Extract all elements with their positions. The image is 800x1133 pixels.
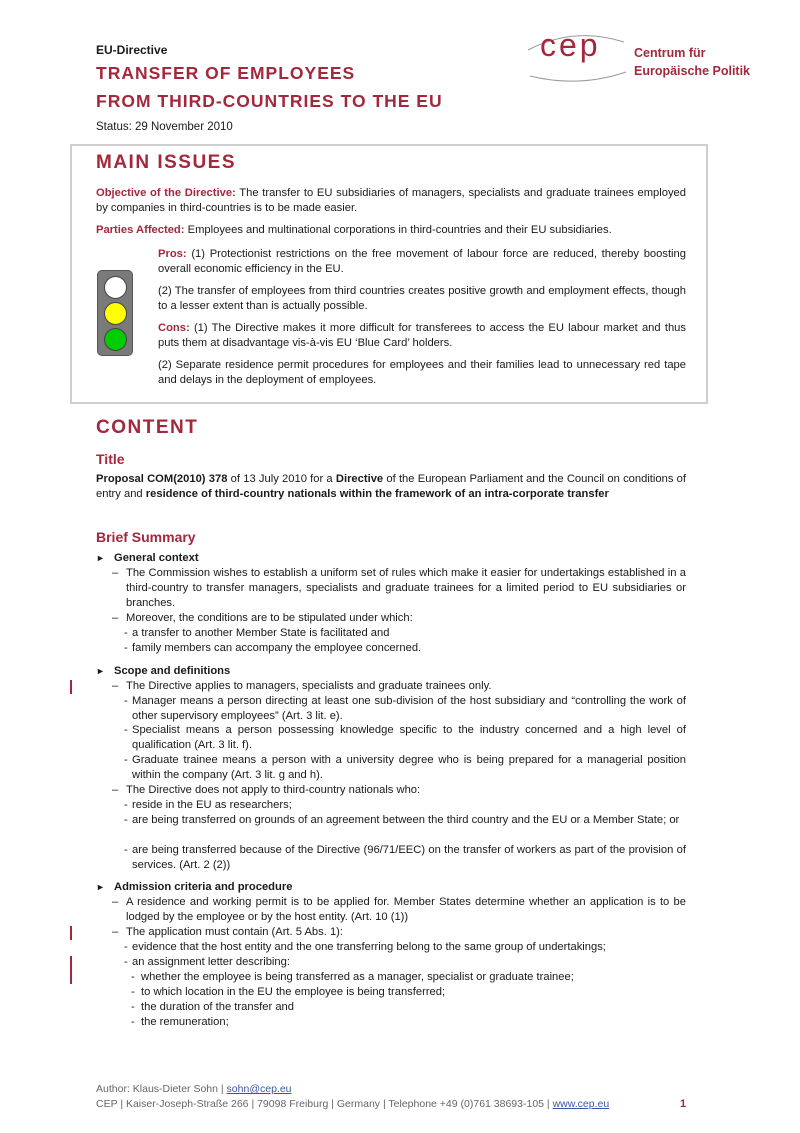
traffic-light-bottom-icon <box>104 328 127 351</box>
title-paragraph <box>96 472 686 502</box>
traffic-light-icon <box>97 270 133 356</box>
list-item-text: Moreover, the conditions are to be stipulated under which: <box>126 612 413 624</box>
sub-list-item-text: are being transferred because of the Directive (96/71/EEC) on the transfer of workers as part of the provision of services. (Art. 2 (2)) <box>132 844 686 872</box>
objective-label: Objective of the Directive: <box>96 187 236 199</box>
footer-address: CEP | Kaiser-Joseph-Straße 266 | 79098 Freiburg | Germany | Telephone +49 (0)761 38693-105 | <box>96 1098 553 1110</box>
logo-wordmark: cep <box>540 27 601 63</box>
section-admission-criteria <box>96 880 292 895</box>
title-line-2: FROM THIRD-COUNTRIES TO THE EU <box>96 91 443 111</box>
section-scope-definitions <box>96 664 230 679</box>
logo-name-line-2: Europäische Politik <box>634 64 751 78</box>
sub-list-item: - are being transferred because of the Directive (96/71/EEC) on the transfer of workers as part of the provision of services. (Art. 2 (2)) <box>124 843 686 873</box>
sub-sub-list-item: - the duration of the transfer and <box>131 1000 686 1015</box>
status-date: Status: 29 November 2010 <box>96 121 233 133</box>
list-item: – The application must contain (Art. 5 Abs. 1): <box>112 925 686 940</box>
traffic-light-middle-icon <box>104 302 127 325</box>
pros-paragraph-1 <box>158 247 686 277</box>
title-subject: residence of third-country nationals within the framework of an intra-corporate transfer <box>145 488 609 501</box>
pros-label: Pros: <box>158 248 187 260</box>
page-number: 1 <box>680 1098 687 1110</box>
sub-list-item-text: are being transferred on grounds of an agreement between the third country and the EU or a Member State; or <box>132 814 680 826</box>
list-item: – The Commission wishes to establish a uniform set of rules which make it easier for undertakings established in a third-country to transfer managers, specialists and graduate trainees for a limited period to EU subsidiaries or branches. <box>112 566 686 612</box>
sub-list-item-text: family members can accompany the employee concerned. <box>132 642 422 654</box>
title-line-1: TRANSFER OF EMPLOYEES <box>96 63 356 83</box>
footer-author: Author: Klaus-Dieter Sohn | <box>96 1083 227 1095</box>
list-item-text: The application must contain (Art. 5 Abs. 1): <box>126 926 344 938</box>
cons-paragraph-1 <box>158 321 686 351</box>
cep-logo <box>520 28 760 88</box>
parties-text: Employees and multinational corporations in third-countries and their EU subsidiaries. <box>184 224 612 236</box>
sub-list-item-text: reside in the EU as researchers; <box>132 799 292 811</box>
list-item: – The Directive applies to managers, specialists and graduate trainees only. <box>112 679 686 694</box>
sub-list-item-text: evidence that the host entity and the one transferring belong to the same group of undertakings; <box>132 941 606 953</box>
logo-name <box>634 44 750 80</box>
proposal-ref: Proposal COM(2010) 378 <box>96 473 228 485</box>
sub-list-item-text: a transfer to another Member State is facilitated and <box>132 627 390 639</box>
sub-sub-list-item-text: the duration of the transfer and <box>141 1001 294 1013</box>
section-general-context <box>96 551 199 566</box>
triangle-bullet-icon: ► <box>96 553 105 563</box>
sub-list-item: - family members can accompany the employee concerned. <box>124 641 686 656</box>
brief-summary-heading: Brief Summary <box>96 529 196 545</box>
main-issues-heading: MAIN ISSUES <box>96 152 237 173</box>
sub-list-item: - an assignment letter describing: <box>124 955 686 970</box>
list-item-text: A residence and working permit is to be applied for. Member States determine whether an application is to be lodged by the employee or by the host entity. (Art. 10 (1)) <box>126 896 686 924</box>
sub-list-item: - Specialist means a person possessing knowledge specific to the industry concerned and a high level of qualification (Art. 3 lit. f). <box>124 723 686 753</box>
section-title: Scope and definitions <box>114 665 231 677</box>
list-item: – A residence and working permit is to be applied for. Member States determine whether an application is to be lodged by the employee or by the host entity. (Art. 10 (1)) <box>112 895 686 925</box>
pros-paragraph-2: (2) The transfer of employees from third countries creates positive growth and employment effects, though to a lesser extent than is actually possible. <box>158 285 686 313</box>
cons-1-text: (1) The Directive makes it more difficult for transferees to access the EU labour market and thus puts them at disadvantage vis-à-vis EU ‘Blue Card’ holders. <box>158 322 686 350</box>
section-title: General context <box>114 552 199 564</box>
sub-sub-list-item: - the remuneration; <box>131 1015 686 1030</box>
list-item: – The Directive does not apply to third-country nationals who: <box>112 783 686 798</box>
triangle-bullet-icon: ► <box>96 882 105 892</box>
document-type: EU-Directive <box>96 43 168 57</box>
sub-list-item-text: an assignment letter describing: <box>132 956 290 968</box>
pros-1-text: (1) Protectionist restrictions on the free movement of labour force are reduced, thereby boosting overall economic efficiency in the EU. <box>158 248 686 276</box>
sub-list-item: - reside in the EU as researchers; <box>124 798 686 813</box>
sub-list-item-text: Graduate trainee means a person with a university degree who is being prepared for a managerial position within the company (Art. 3 lit. g and h). <box>132 754 686 782</box>
sub-list-item: - Graduate trainee means a person with a university degree who is being prepared for a managerial position within the company (Art. 3 lit. g and h). <box>124 753 686 783</box>
sub-list-item: - are being transferred on grounds of an agreement between the third country and the EU or a Member State; or <box>124 813 686 828</box>
list-item: – Moreover, the conditions are to be stipulated under which: <box>112 611 686 626</box>
change-marker <box>70 926 72 940</box>
sub-sub-list-item-text: the remuneration; <box>141 1016 229 1028</box>
list-item-text: The Directive does not apply to third-country nationals who: <box>126 784 421 796</box>
list-item-text: The Commission wishes to establish a uniform set of rules which make it easier for undertakings established in a third-country to transfer managers, specialists and graduate trainees for a limited period to EU subsidiaries or branches. <box>126 567 686 610</box>
title-text-b: of the European Parliament and the Council on conditions of entry and <box>96 473 687 501</box>
website-link[interactable]: www.cep.eu <box>552 1098 610 1110</box>
title-text-a: of 13 July 2010 for a <box>227 473 336 485</box>
sub-list-item: - a transfer to another Member State is facilitated and <box>124 626 686 641</box>
traffic-light-top-icon <box>104 276 127 299</box>
author-email-link[interactable]: sohn@cep.eu <box>226 1083 292 1095</box>
parties-paragraph <box>96 223 686 238</box>
logo-name-line-1: Centrum für <box>634 46 706 60</box>
sub-sub-list-item-text: whether the employee is being transferred as a manager, specialist or graduate trainee; <box>141 971 574 983</box>
cons-paragraph-2: (2) Separate residence permit procedures for employees and their families lead to unnecessary red tape and delays in the deployment of employees. <box>158 359 686 387</box>
change-marker <box>70 956 72 984</box>
change-marker <box>70 680 72 694</box>
footer-author-line <box>96 1082 609 1097</box>
sub-sub-list-item: - to which location in the EU the employee is being transferred; <box>131 985 686 1000</box>
sub-list-item-text: Specialist means a person possessing knowledge specific to the industry concerned and a high level of qualification (Art. 3 lit. f). <box>132 724 686 752</box>
list-item-text: The Directive applies to managers, specialists and graduate trainees only. <box>126 680 492 692</box>
footer-address-line <box>96 1097 609 1112</box>
content-heading: CONTENT <box>96 417 199 438</box>
page-footer <box>96 1082 609 1112</box>
objective-text: The transfer to EU subsidiaries of managers, specialists and graduate trainees employed by companies in third-countries is to be made easier. <box>96 187 686 215</box>
sub-list-item: - evidence that the host entity and the one transferring belong to the same group of undertakings; <box>124 940 686 955</box>
sub-list-item-text: Manager means a person directing at least one sub-division of the host subsidiary and “controlling the work of other supervisory employees” (Art. 3 lit. e). <box>132 695 686 723</box>
sub-sub-list-item-text: to which location in the EU the employee is being transferred; <box>141 986 446 998</box>
sub-list-item: - Manager means a person directing at least one sub-division of the host subsidiary and “controlling the work of other supervisory employees” (Art. 3 lit. e). <box>124 694 686 724</box>
title-subheading: Title <box>96 451 125 467</box>
sub-sub-list-item: - whether the employee is being transferred as a manager, specialist or graduate trainee; <box>131 970 686 985</box>
parties-label: Parties Affected: <box>96 224 185 236</box>
triangle-bullet-icon: ► <box>96 666 105 676</box>
title-directive: Directive <box>335 473 384 485</box>
cons-label: Cons: <box>158 322 190 334</box>
objective-paragraph <box>96 186 686 216</box>
section-title: Admission criteria and procedure <box>114 881 293 893</box>
